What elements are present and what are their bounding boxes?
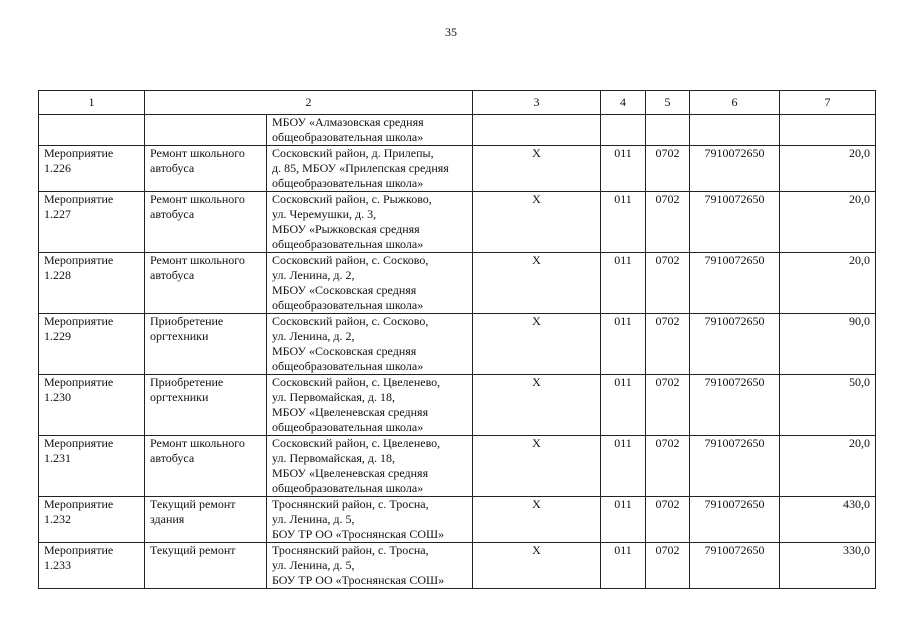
event-cell — [39, 115, 145, 146]
header-col-3: 3 — [473, 91, 601, 115]
col6-cell: 7910072650 — [690, 192, 780, 253]
address-cell-line: Сосковский район, с. Цвеленево, — [272, 375, 441, 389]
address-cell-line: БОУ ТР ОО «Троснянская СОШ» — [272, 573, 445, 587]
col6-cell: 7910072650 — [690, 375, 780, 436]
work-cell — [145, 253, 267, 314]
address-cell-line: Сосковский район, с. Сосково, — [272, 253, 429, 267]
address-cell-line: МБОУ «Рыжковская средняя — [272, 222, 420, 236]
col4-cell — [601, 115, 646, 146]
work-cell-line: оргтехники — [150, 329, 209, 343]
event-cell — [39, 436, 145, 497]
address-cell-line: общеобразовательная школа» — [272, 237, 424, 251]
work-cell — [145, 146, 267, 192]
address-cell-line: МБОУ «Сосковская средняя — [272, 283, 417, 297]
address-cell-line: общеобразовательная школа» — [272, 359, 424, 373]
work-cell-line: Ремонт школьного — [150, 253, 245, 267]
event-cell — [39, 314, 145, 375]
col3-cell: Х — [473, 146, 601, 192]
event-cell-line: Мероприятие — [44, 314, 114, 328]
col5-cell: 0702 — [646, 192, 690, 253]
address-cell — [267, 375, 473, 436]
event-cell-line: 1.230 — [44, 390, 71, 404]
work-cell-line: Ремонт школьного — [150, 436, 245, 450]
event-cell-line: Мероприятие — [44, 192, 114, 206]
address-cell — [267, 253, 473, 314]
col7-cell: 20,0 — [780, 192, 876, 253]
work-cell — [145, 115, 267, 146]
event-cell — [39, 375, 145, 436]
col7-cell: 430,0 — [780, 497, 876, 543]
col7-cell: 20,0 — [780, 253, 876, 314]
address-cell-line: Сосковский район, д. Прилепы, — [272, 146, 434, 160]
col3-cell: Х — [473, 497, 601, 543]
col6-cell: 7910072650 — [690, 146, 780, 192]
col6-cell: 7910072650 — [690, 314, 780, 375]
event-cell-line: Мероприятие — [44, 497, 114, 511]
work-cell-line: Текущий ремонт — [150, 497, 236, 511]
work-cell — [145, 543, 267, 589]
work-cell — [145, 436, 267, 497]
work-cell-line: Ремонт школьного — [150, 146, 245, 160]
header-row — [39, 91, 876, 115]
event-cell-line: Мероприятие — [44, 146, 114, 160]
table-row — [39, 115, 876, 146]
col7-cell: 50,0 — [780, 375, 876, 436]
address-cell-line: общеобразовательная школа» — [272, 176, 424, 190]
budget-table — [38, 90, 876, 589]
work-cell-line: автобуса — [150, 268, 195, 282]
work-cell-line: автобуса — [150, 207, 195, 221]
col5-cell — [646, 115, 690, 146]
event-cell-line: Мероприятие — [44, 543, 114, 557]
address-cell-line: общеобразовательная школа» — [272, 298, 424, 312]
col3-cell: Х — [473, 192, 601, 253]
col5-cell: 0702 — [646, 375, 690, 436]
col5-cell: 0702 — [646, 146, 690, 192]
col3-cell: Х — [473, 436, 601, 497]
col6-cell: 7910072650 — [690, 253, 780, 314]
col3-cell: Х — [473, 253, 601, 314]
work-cell-line: Приобретение — [150, 314, 224, 328]
col5-cell: 0702 — [646, 253, 690, 314]
event-cell-line: 1.229 — [44, 329, 71, 343]
address-cell-line: общеобразовательная школа» — [272, 130, 424, 144]
col6-cell: 7910072650 — [690, 497, 780, 543]
address-cell-line: ул. Ленина, д. 5, — [272, 512, 355, 526]
event-cell — [39, 497, 145, 543]
work-cell — [145, 497, 267, 543]
event-cell-line: 1.233 — [44, 558, 71, 572]
address-cell-line: ул. Первомайская, д. 18, — [272, 390, 395, 404]
table-row — [39, 543, 876, 589]
address-cell — [267, 115, 473, 146]
col5-cell: 0702 — [646, 436, 690, 497]
header-col-2: 2 — [145, 91, 473, 115]
address-cell — [267, 497, 473, 543]
work-cell-line: Ремонт школьного — [150, 192, 245, 206]
col4-cell: 011 — [601, 375, 646, 436]
header-col-5: 5 — [646, 91, 690, 115]
col3-cell — [473, 115, 601, 146]
col6-cell: 7910072650 — [690, 436, 780, 497]
col7-cell — [780, 115, 876, 146]
table-row — [39, 436, 876, 497]
col4-cell: 011 — [601, 436, 646, 497]
address-cell-line: МБОУ «Цвеленевская средняя — [272, 466, 429, 480]
col5-cell: 0702 — [646, 543, 690, 589]
table-row — [39, 146, 876, 192]
address-cell-line: МБОУ «Цвеленевская средняя — [272, 405, 429, 419]
event-cell — [39, 543, 145, 589]
address-cell-line: МБОУ «Алмазовская средняя — [272, 115, 424, 129]
table-row — [39, 192, 876, 253]
address-cell-line: Сосковский район, с. Сосково, — [272, 314, 429, 328]
col7-cell: 90,0 — [780, 314, 876, 375]
address-cell-line: Сосковский район, с. Рыжково, — [272, 192, 432, 206]
address-cell — [267, 192, 473, 253]
event-cell-line: Мероприятие — [44, 436, 114, 450]
event-cell-line: 1.228 — [44, 268, 71, 282]
table-row — [39, 314, 876, 375]
table-body — [39, 115, 876, 589]
header-col-7: 7 — [780, 91, 876, 115]
col7-cell: 330,0 — [780, 543, 876, 589]
work-cell — [145, 314, 267, 375]
work-cell-line: автобуса — [150, 451, 195, 465]
event-cell — [39, 146, 145, 192]
address-cell — [267, 436, 473, 497]
address-cell-line: общеобразовательная школа» — [272, 481, 424, 495]
col6-cell: 7910072650 — [690, 543, 780, 589]
event-cell — [39, 192, 145, 253]
address-cell-line: ул. Черемушки, д. 3, — [272, 207, 377, 221]
header-col-1: 1 — [39, 91, 145, 115]
address-cell-line: ул. Первомайская, д. 18, — [272, 451, 395, 465]
event-cell-line: Мероприятие — [44, 375, 114, 389]
work-cell-line: оргтехники — [150, 390, 209, 404]
header-col-6: 6 — [690, 91, 780, 115]
event-cell — [39, 253, 145, 314]
header-col-4: 4 — [601, 91, 646, 115]
table-row — [39, 253, 876, 314]
table-row — [39, 375, 876, 436]
table-row — [39, 497, 876, 543]
address-cell-line: БОУ ТР ОО «Троснянская СОШ» — [272, 527, 445, 541]
col6-cell — [690, 115, 780, 146]
col5-cell: 0702 — [646, 497, 690, 543]
event-cell-line: 1.232 — [44, 512, 71, 526]
address-cell-line: МБОУ «Сосковская средняя — [272, 344, 417, 358]
event-cell-line: 1.227 — [44, 207, 71, 221]
col4-cell: 011 — [601, 497, 646, 543]
col3-cell: Х — [473, 314, 601, 375]
col3-cell: Х — [473, 375, 601, 436]
address-cell-line: общеобразовательная школа» — [272, 420, 424, 434]
col5-cell: 0702 — [646, 314, 690, 375]
event-cell-line: 1.231 — [44, 451, 71, 465]
address-cell-line: ул. Ленина, д. 2, — [272, 329, 355, 343]
page-number: 35 — [445, 25, 457, 39]
event-cell-line: 1.226 — [44, 161, 71, 175]
work-cell — [145, 375, 267, 436]
col3-cell: Х — [473, 543, 601, 589]
work-cell-line: автобуса — [150, 161, 195, 175]
col7-cell: 20,0 — [780, 436, 876, 497]
col4-cell: 011 — [601, 314, 646, 375]
work-cell-line: Текущий ремонт — [150, 543, 236, 557]
col4-cell: 011 — [601, 192, 646, 253]
address-cell-line: д. 85, МБОУ «Прилепская средняя — [272, 161, 449, 175]
col4-cell: 011 — [601, 146, 646, 192]
work-cell-line: здания — [150, 512, 185, 526]
address-cell-line: ул. Ленина, д. 5, — [272, 558, 355, 572]
col4-cell: 011 — [601, 543, 646, 589]
address-cell-line: ул. Ленина, д. 2, — [272, 268, 355, 282]
address-cell-line: Сосковский район, с. Цвеленево, — [272, 436, 441, 450]
address-cell — [267, 543, 473, 589]
work-cell — [145, 192, 267, 253]
address-cell-line: Троснянский район, с. Тросна, — [272, 497, 429, 511]
address-cell — [267, 314, 473, 375]
col7-cell: 20,0 — [780, 146, 876, 192]
work-cell-line: Приобретение — [150, 375, 224, 389]
address-cell-line: Троснянский район, с. Тросна, — [272, 543, 429, 557]
address-cell — [267, 146, 473, 192]
col4-cell: 011 — [601, 253, 646, 314]
event-cell-line: Мероприятие — [44, 253, 114, 267]
